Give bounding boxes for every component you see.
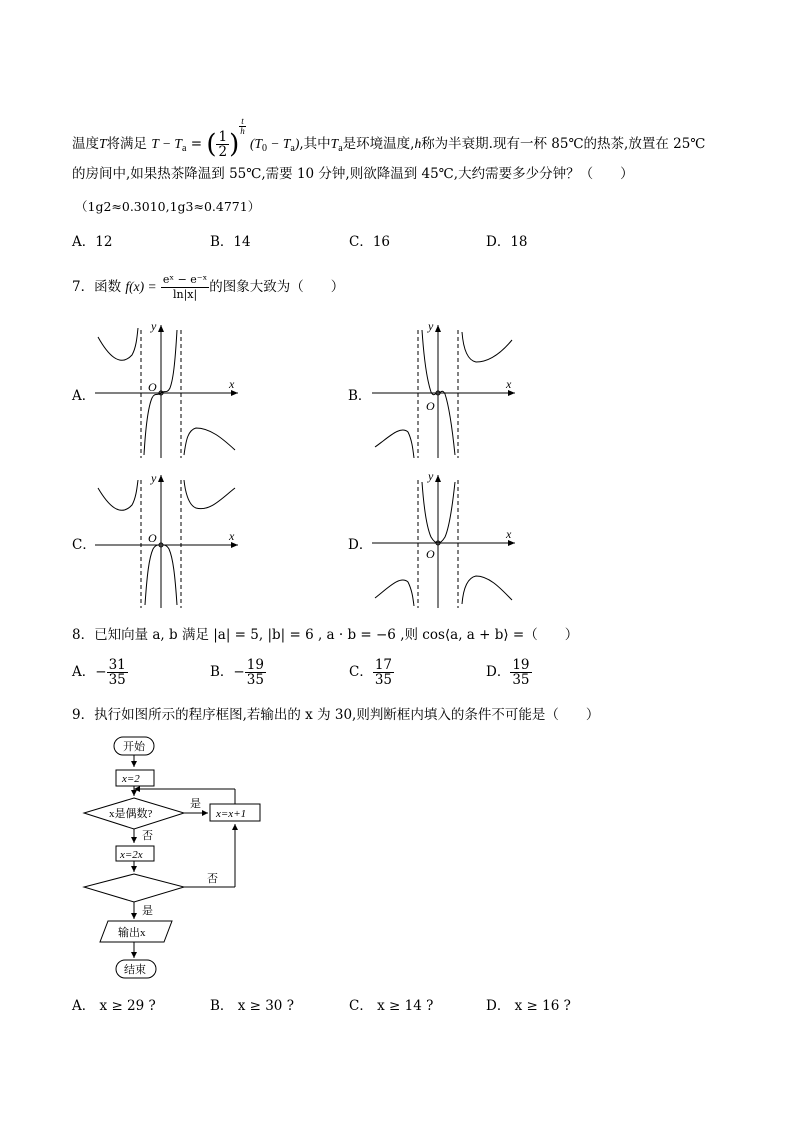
q6-text: 温度 xyxy=(72,136,99,152)
q7-stem: 7．函数 f(x) = $\frac{\text{eˣ − e⁻ˣ}}{\ln|x|}$ 的图象大致为（ ） xyxy=(72,273,345,301)
flow-inc xyxy=(210,804,260,821)
var-h: h xyxy=(414,136,422,151)
axis-y-label: y xyxy=(428,319,434,333)
q6-option-b: B．14 xyxy=(210,234,251,250)
flow-no2-label: 否 xyxy=(207,873,218,885)
var-Ta: $T_a$ xyxy=(330,136,343,154)
q9-option-d: D． x ≥ 16 ? xyxy=(486,998,571,1014)
q6-text: 将满足 xyxy=(106,136,148,152)
q7-label-c: C． xyxy=(72,537,96,553)
flow-yes2-label: 是 xyxy=(142,905,153,917)
q6-option-a: A．12 xyxy=(72,234,113,250)
q9-stem: 9．执行如图所示的程序框图,若输出的 x 为 30,则判断框内填入的条件不可能是（ ） xyxy=(72,707,600,723)
q7-label-a: A． xyxy=(72,388,96,404)
formula-lhs: $T - T_a$ xyxy=(151,136,187,154)
axis-y-label: y xyxy=(151,471,157,485)
q9-option-b: B． x ≥ 30 ? xyxy=(210,998,294,1014)
flow-init xyxy=(116,770,154,786)
flow-output-label: 输出x xyxy=(118,927,146,939)
half-fraction: $\frac{1}{2}$ xyxy=(218,129,228,160)
q8-option-b: B．− $\frac{19}{35}$ xyxy=(210,657,264,688)
q8-stem: 8．已知向量 a, b 满足 |a| = 5, |b| = 6 , a · b = −6 ,则 cos⟨a, a + b⟩ =（ ） xyxy=(72,627,579,643)
q7-fraction: $\frac{\text{eˣ − e⁻ˣ}}{\ln|x|}$ xyxy=(162,273,208,301)
paren-open: ( xyxy=(206,129,217,160)
axis-x-label: x xyxy=(229,377,235,391)
q9-option-a: A． x ≥ 29 ? xyxy=(72,998,156,1014)
q8-option-d: D． $\frac{19}{35}$ xyxy=(486,657,530,688)
q6-text: ,其中 xyxy=(299,136,331,152)
flow-end-label: 结束 xyxy=(124,964,146,976)
flow-start xyxy=(114,737,154,755)
q6-text: 是环境温度, xyxy=(342,136,415,152)
flow-start-label: 开始 xyxy=(123,741,145,753)
flow-inc-label: x=x+1 xyxy=(216,808,247,820)
graph-c xyxy=(95,471,238,608)
axis-x-label: x xyxy=(506,377,512,391)
axis-x-label: x xyxy=(506,527,512,541)
flow-init-label: x=2 xyxy=(122,773,140,785)
var-T: T xyxy=(99,136,107,151)
flow-output xyxy=(100,921,172,942)
exponent: $\frac{t}{h}$ xyxy=(240,116,245,136)
origin-label: O xyxy=(148,380,157,394)
origin-label: O xyxy=(426,547,435,561)
q7-label-b: B． xyxy=(348,388,372,404)
flow-double xyxy=(116,846,154,861)
graph-d xyxy=(372,469,515,608)
flow-cond2 xyxy=(84,874,184,902)
origin-label: O xyxy=(426,399,435,413)
paren-close: ) xyxy=(229,129,240,160)
graph-a xyxy=(95,319,238,458)
flow-no1-label: 否 xyxy=(142,830,153,842)
flow-end xyxy=(116,960,156,978)
q6-text: 称为半衰期.现有一杯 85℃的热茶,放置在 25℃ xyxy=(421,136,706,152)
flow-double-label: x=2x xyxy=(120,849,143,861)
paren-expr: $(T_0 - T_a)$ xyxy=(250,136,300,154)
axis-y-label: y xyxy=(428,469,434,483)
flow-yes1-label: 是 xyxy=(190,798,201,810)
q8-option-a: A．− $\frac{31}{35}$ xyxy=(72,657,126,688)
q6-option-d: D．18 xyxy=(486,234,528,250)
q6-line2: 的房间中,如果热茶降温到 55℃,需要 10 分钟,则欲降温到 45℃,大约需要多少分钟？（ ） xyxy=(72,166,634,182)
flow-cond1-label: x是偶数? xyxy=(109,808,153,820)
axis-x-label: x xyxy=(229,529,235,543)
eq-sign: = xyxy=(190,136,203,152)
q6-option-c: C．16 xyxy=(349,234,391,250)
q8-option-c: C． $\frac{17}{35}$ xyxy=(349,657,393,688)
flow-cond1 xyxy=(84,798,184,829)
graph-b xyxy=(372,319,515,458)
axis-y-label: y xyxy=(151,319,157,333)
q7-label-d: D． xyxy=(348,537,373,553)
q6-line3: （1g2≈0.3010,1g3≈0.4771） xyxy=(75,199,261,214)
q7-func: f(x) = xyxy=(125,279,157,294)
origin-label: O xyxy=(148,531,157,545)
q9-option-c: C． x ≥ 14 ? xyxy=(349,998,434,1014)
